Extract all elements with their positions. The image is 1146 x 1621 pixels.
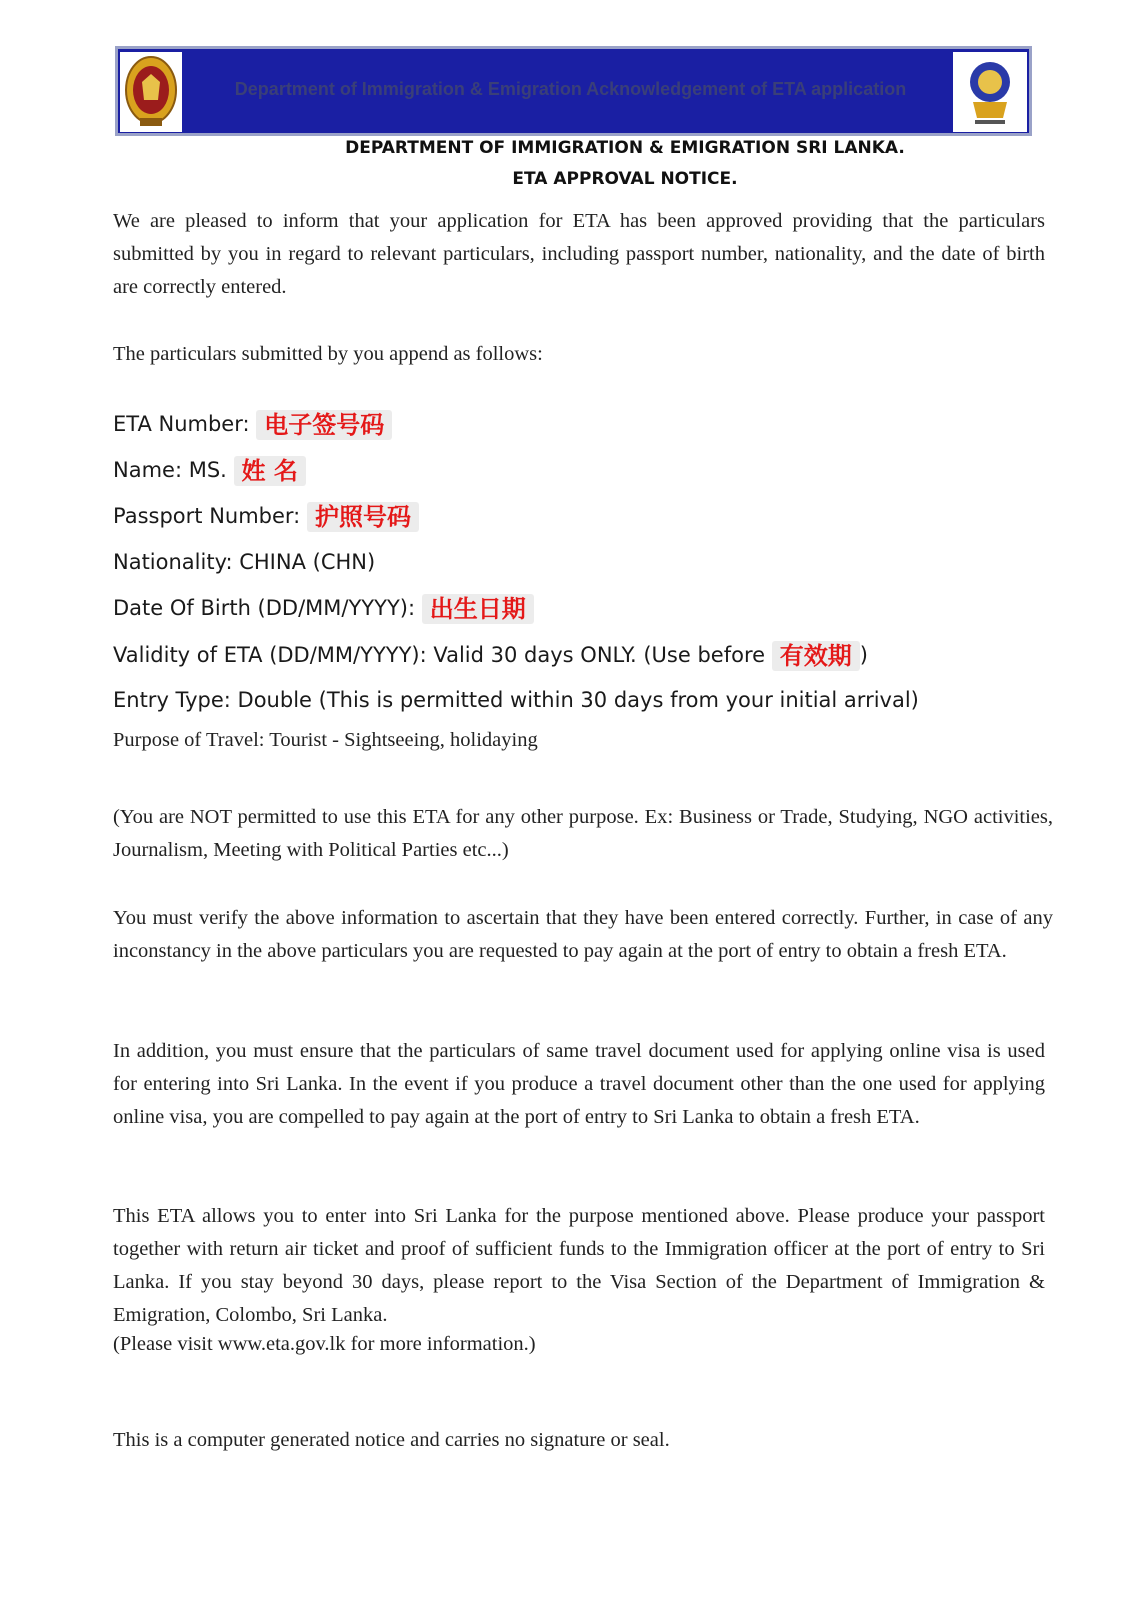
name-value: 姓 名 — [234, 456, 306, 486]
validity-label: Validity of ETA (DD/MM/YYYY): Valid 30 days ONLY. (Use before — [113, 643, 766, 667]
notice-title: ETA APPROVAL NOTICE. — [512, 169, 738, 189]
visit-paragraph: (Please visit www.eta.gov.lk for more information.) — [113, 1333, 536, 1355]
validity-close: ) — [859, 643, 868, 667]
dob-label: Date Of Birth (DD/MM/YYYY): — [113, 596, 416, 620]
dob-row — [113, 594, 534, 624]
verify-paragraph: You must verify the above information to ascertain that they have been entered correctly. Further, in case of any inconstancy in the above particulars you are requested to pay again at the port of entry to obtain a fresh ETA. — [113, 907, 1053, 962]
purpose-row: Purpose of Travel: Tourist - Sightseeing, holidaying — [113, 729, 538, 751]
particulars-intro: The particulars submitted by you append as follows: — [113, 343, 543, 365]
intro-paragraph: We are pleased to inform that your application for ETA has been approved providing that the particulars submitted by you in regard to relevant particulars, including passport number, nationality, and the date of birth are correctly entered. — [113, 210, 1045, 298]
name-label: Name: MS. — [113, 458, 227, 482]
immigration-department-emblem-icon — [953, 52, 1027, 132]
allows-paragraph: This ETA allows you to enter into Sri Lanka for the purpose mentioned above. Please produce your passport together with return air ticket and proof of sufficient funds to the Immigration officer at the port of entry to Sri Lanka. If you stay beyond 30 days, please report to the Visa Section of the Department of Immigration & Emigration, Colombo, Sri Lanka. — [113, 1205, 1045, 1326]
not-permitted-paragraph: (You are NOT permitted to use this ETA for any other purpose. Ex: Business or Trade, Studying, NGO activities, Journalism, Meeting with Political Parties etc...) — [113, 806, 1053, 861]
banner-title: Department of Immigration & Emigration Acknowledgement of ETA application — [234, 79, 907, 99]
eta-number-row — [113, 410, 392, 440]
validity-value: 有效期 — [772, 641, 860, 671]
addition-paragraph: In addition, you must ensure that the particulars of same travel document used for applying online visa is used for entering into Sri Lanka. In the event if you produce a travel document other than the one used for applying online visa, you are compelled to pay again at the port of entry to Sri Lanka to obtain a fresh ETA. — [113, 1040, 1045, 1128]
nationality-row: Nationality: CHINA (CHN) — [113, 550, 376, 574]
header-banner — [115, 46, 1032, 136]
entry-type-row: Entry Type: Double (This is permitted within 30 days from your initial arrival) — [113, 688, 919, 712]
validity-row — [113, 641, 868, 671]
department-heading: DEPARTMENT OF IMMIGRATION & EMIGRATION SRI LANKA. — [345, 138, 905, 158]
name-row — [113, 456, 306, 486]
footer-note: This is a computer generated notice and carries no signature or seal. — [113, 1429, 670, 1451]
dob-value: 出生日期 — [422, 594, 534, 624]
sri-lanka-emblem-icon — [120, 52, 182, 132]
passport-row — [113, 502, 419, 532]
eta-number-value: 电子签号码 — [256, 410, 392, 440]
eta-number-label: ETA Number: — [113, 412, 250, 436]
passport-value: 护照号码 — [307, 502, 419, 532]
passport-label: Passport Number: — [113, 504, 301, 528]
